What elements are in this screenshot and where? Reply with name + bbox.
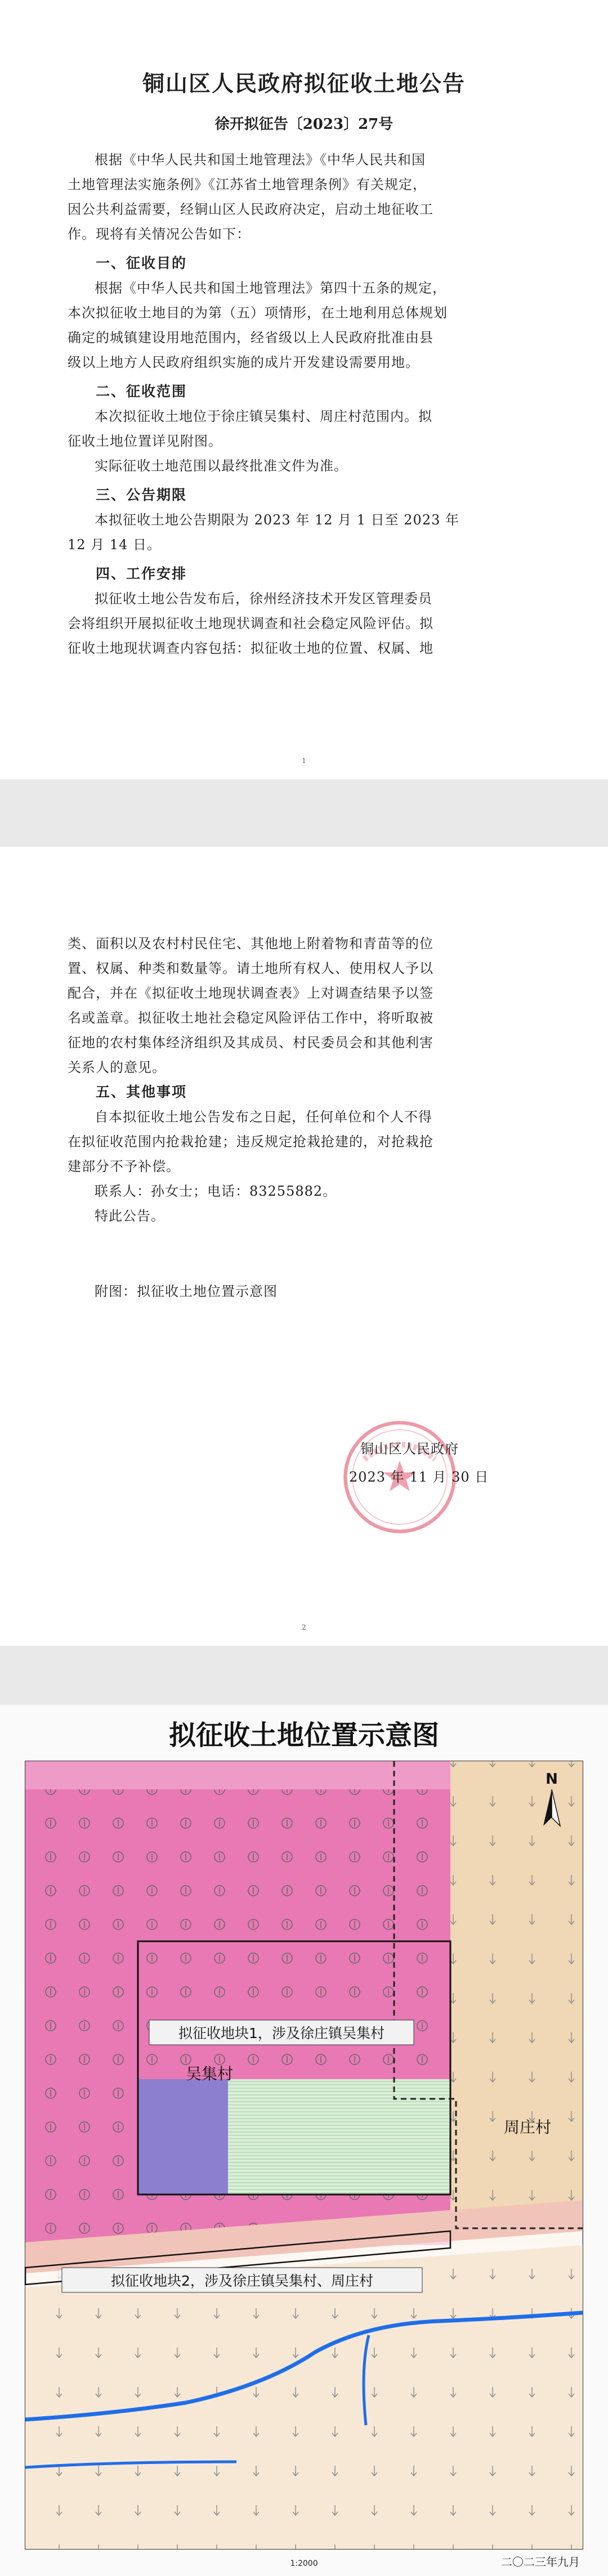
section-paragraph (68, 404, 529, 478)
notice-page-2 (0, 847, 608, 1646)
section-heading: 二、征收范围 (96, 383, 187, 400)
text-line: 级以上地方人民政府组织实施的成片开发建设需要用地。 (68, 354, 419, 370)
text-line: 征收土地现状调查内容包括：拟征收土地的位置、权属、地 (68, 640, 433, 656)
section-heading: 五、其他事项 (96, 1084, 187, 1100)
text-line: 实际征收土地范围以最终批准文件为准。 (95, 458, 348, 474)
text-line: 建部分不予补偿。 (68, 1159, 180, 1174)
parcel-2-label: 拟征收地块2，涉及徐庄镇吴集村、周庄村 (111, 2273, 373, 2289)
text-line: 本次拟征收土地位于徐庄镇吴集村、周庄村范围内。拟 (95, 409, 432, 424)
text-line: 置、权属、种类和数量等。请土地所有权人、使用权人予以 (68, 961, 433, 976)
text-line: 在拟征收范围内抢栽抢建；违反规定抢栽抢建的，对抢栽抢 (68, 1134, 433, 1150)
notice-title: 铜山区人民政府拟征收土地公告 (142, 71, 466, 97)
map-scale: 1:2000 (290, 2559, 318, 2568)
text-line: 自本拟征收土地公告发布之日起，任何单位和个人不得 (95, 1109, 432, 1125)
green-hatch (228, 2079, 450, 2194)
village-zhouzhuang-label: 周庄村 (504, 2118, 552, 2137)
contact-line: 联系人：孙女士；电话：83255882。 (95, 1183, 337, 1199)
north-label: N (546, 1771, 558, 1788)
section-paragraph (68, 1105, 529, 1228)
text-line: 拟征收土地公告发布后，徐州经济技术开发区管理委员 (95, 591, 432, 607)
intro-paragraph (68, 147, 529, 246)
map-date: 二〇二三年九月 (501, 2555, 580, 2569)
text-line: 征地的农村集体经济组织及其成员、村民委员会和其他利害 (68, 1035, 433, 1051)
text-line: 类、面积以及农村村民住宅、其他地上附着物和青苗等的位 (68, 936, 433, 952)
section-heading: 三、公告期限 (96, 487, 187, 503)
section-heading: 一、征收目的 (96, 255, 187, 271)
text-line: 征收土地位置详见附图。 (68, 433, 222, 449)
notice-page-1 (0, 0, 608, 779)
map-page (0, 1705, 608, 2576)
text-line: 确定的城镇建设用地范围内，经省级以上人民政府批准由县 (68, 330, 433, 345)
text-line: 土地管理法实施条例》《江苏省土地管理条例》有关规定， (68, 177, 427, 192)
text-line: 会将组织开展拟征收土地现状调查和社会稳定风险评估。拟 (68, 616, 433, 631)
location-map (0, 1705, 608, 2576)
signer-name: 铜山区人民政府 (360, 1441, 459, 1457)
farmland-symbols (450, 1761, 583, 2211)
text-line: 配合，并在《拟征收土地现状调查表》上对调查结果予以签 (68, 985, 433, 1001)
industrial-area (138, 2079, 228, 2194)
northern-road (25, 1761, 450, 1789)
text-line: 作。现将有关情况公告如下： (68, 226, 251, 242)
section-paragraph (68, 276, 529, 375)
continued-paragraph (68, 931, 529, 1080)
page-number: 2 (302, 1623, 306, 1631)
section-heading: 四、工作安排 (96, 566, 187, 582)
document-number: 徐开拟征告〔2023〕27号 (214, 116, 394, 133)
text-line: 根据《中华人民共和国土地管理法》第四十五条的规定， (95, 280, 446, 296)
map-title: 拟征收土地位置示意图 (168, 1720, 440, 1751)
text-line: 名或盖章。拟征收土地社会稳定风险评估工作中，将听取被 (68, 1010, 433, 1026)
text-line: 12 月 14 日。 (68, 537, 161, 553)
section-paragraph (68, 508, 529, 557)
attachment-note: 附图：拟征收土地位置示意图 (95, 1283, 278, 1299)
text-line: 根据《中华人民共和国土地管理法》《中华人民共和国 (95, 152, 426, 168)
text-line: 关系人的意见。 (68, 1060, 166, 1075)
sign-date: 2023 年 11 月 30 日 (349, 1469, 489, 1485)
section-paragraph (68, 586, 529, 661)
text-line: 特此公告。 (95, 1208, 165, 1224)
page-number: 1 (302, 757, 306, 765)
village-wuji-label: 吴集村 (186, 2065, 234, 2083)
text-line: 本次拟征收土地目的为第（五）项情形，在土地利用总体规划 (68, 305, 448, 321)
parcel-1-label: 拟征收地块1，涉及徐庄镇吴集村 (178, 2025, 385, 2041)
text-line: 本拟征收土地公告期限为 2023 年 12 月 1 日至 2023 年 (95, 512, 459, 528)
text-line: 因公共利益需要，经铜山区人民政府决定，启动土地征收工 (68, 201, 433, 217)
